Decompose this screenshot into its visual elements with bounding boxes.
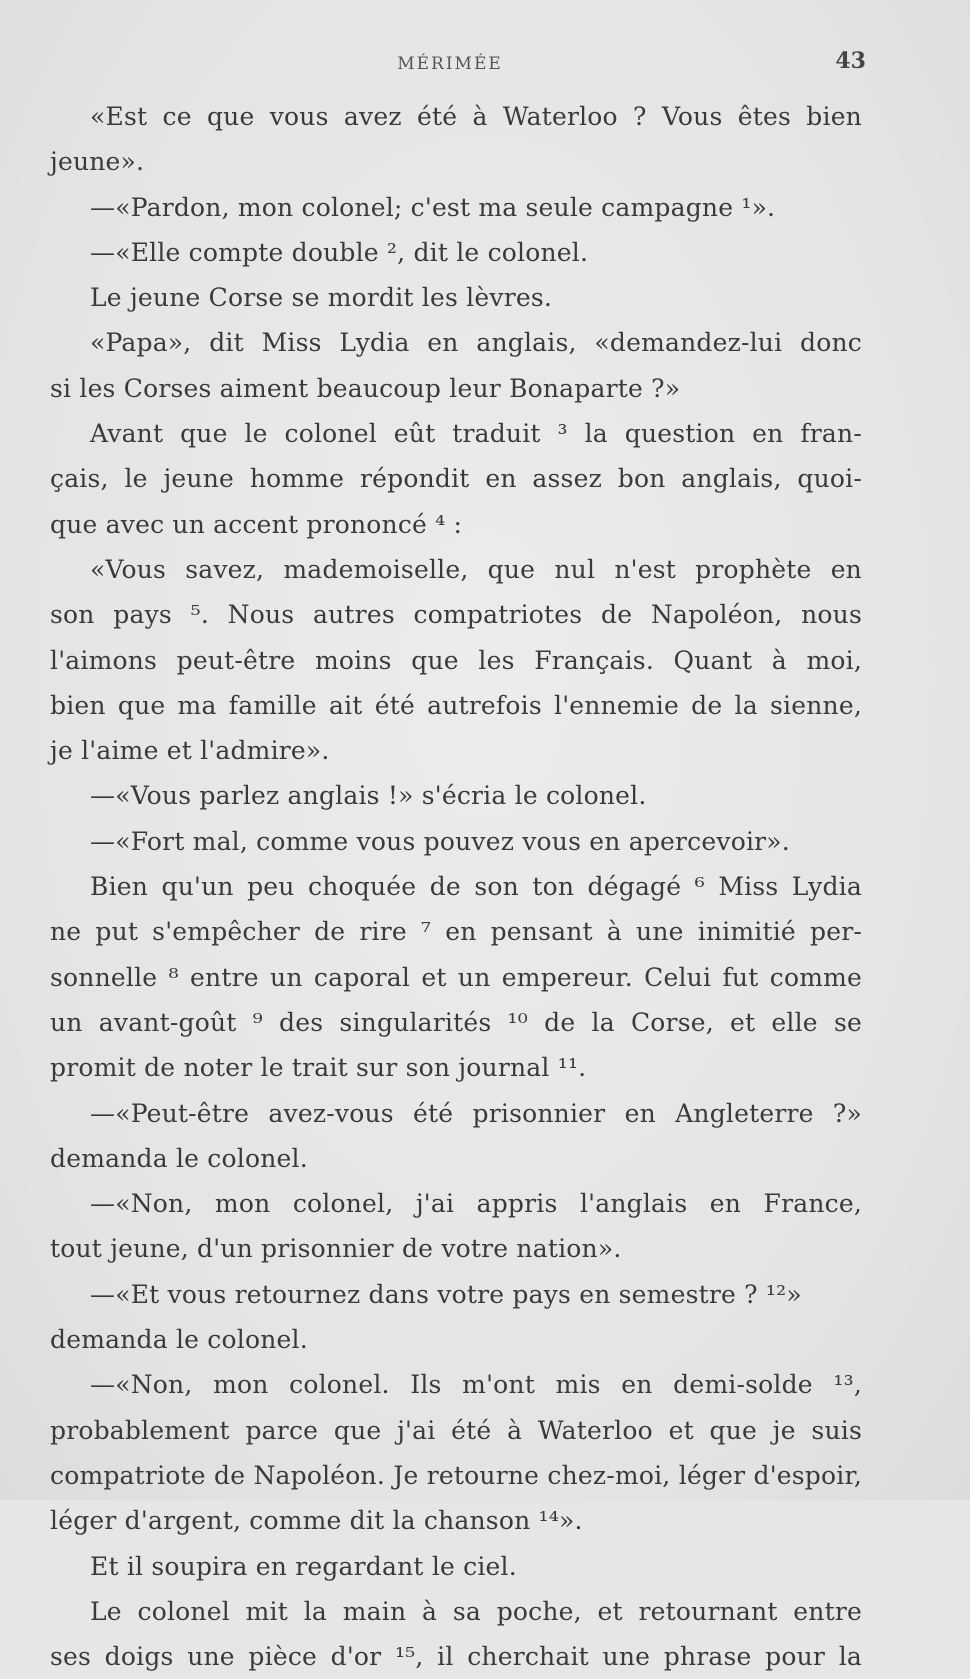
text-line: promit de noter le trait sur son journal ¹¹.	[50, 1053, 587, 1083]
text-line: —«Fort mal, comme vous pouvez vous en apercevoir».	[90, 826, 790, 856]
text-line: Et il soupira en regardant le ciel.	[90, 1551, 517, 1581]
text-line: —«Non, mon colonel, j'ai appris l'anglais en France,	[90, 1189, 862, 1219]
text-line: Bien qu'un peu choquée de son ton dégagé ⁶ Miss Lydia	[90, 872, 862, 902]
text-line: que avec un accent prononcé ⁴ :	[50, 509, 463, 539]
text-line: Le jeune Corse se mordit les lèvres.	[90, 283, 553, 313]
text-line: jeune».	[50, 147, 145, 177]
text-line: un avant-goût ⁹ des singularités ¹⁰ de la Corse, et elle se	[50, 1007, 862, 1037]
text-line: Le colonel mit la main à sa poche, et retournant entre	[90, 1596, 862, 1626]
text-line: —«Peut-être avez-vous été prisonnier en Angleterre ?»	[90, 1098, 862, 1128]
body-text	[50, 94, 862, 1679]
text-line: Avant que le colonel eût traduit ³ la question en fran-	[90, 419, 862, 449]
text-line: «Vous savez, mademoiselle, que nul n'est prophète en	[90, 554, 862, 584]
text-line: «Est ce que vous avez été à Waterloo ? Vous êtes bien	[90, 102, 862, 131]
text-line: sonnelle ⁸ entre un caporal et un empereur. Celui fut comme	[50, 962, 862, 992]
text-line: l'aimons peut-être moins que les Français. Quant à moi,	[50, 645, 862, 675]
text-line: probablement parce que j'ai été à Waterloo et que je suis	[50, 1415, 862, 1445]
text-line: «Papa», dit Miss Lydia en anglais, «demandez-lui donc	[90, 328, 862, 358]
text-line: bien que ma famille ait été autrefois l'ennemie de la sienne,	[50, 690, 862, 720]
text-line: tout jeune, d'un prisonnier de votre nation».	[50, 1234, 622, 1264]
text-line: léger d'argent, comme dit la chanson ¹⁴».	[50, 1506, 583, 1536]
text-line: —«Pardon, mon colonel; c'est ma seule campagne ¹».	[90, 192, 776, 222]
header-title: MÉRIMÉE	[397, 54, 503, 74]
text-line: —«Et vous retournez dans votre pays en semestre ? ¹²»	[90, 1279, 802, 1309]
text-line: compatriote de Napoléon. Je retourne chez-moi, léger d'espoir,	[50, 1460, 862, 1490]
text-line: je l'aime et l'admire».	[50, 736, 330, 766]
running-head	[0, 48, 970, 78]
text-line: —«Non, mon colonel. Ils m'ont mis en demi-solde ¹³,	[90, 1370, 862, 1400]
text-line: demanda le colonel.	[50, 1325, 308, 1355]
text-line: ne put s'empêcher de rire ⁷ en pensant à une inimitié per-	[50, 917, 862, 947]
text-line: son pays ⁵. Nous autres compatriotes de Napoléon, nous	[50, 600, 862, 630]
page-number: 43	[835, 48, 866, 74]
text-line: —«Elle compte double ², dit le colonel.	[90, 237, 589, 267]
text-line: si les Corses aiment beaucoup leur Bonaparte ?»	[50, 373, 681, 403]
text-line: —«Vous parlez anglais !» s'écria le colonel.	[90, 781, 647, 811]
text-line: demanda le colonel.	[50, 1143, 308, 1173]
text-line: ses doigs une pièce d'or ¹⁵, il cherchait une phrase pour la	[50, 1642, 862, 1672]
text-line: çais, le jeune homme répondit en assez bon anglais, quoi-	[50, 464, 862, 494]
